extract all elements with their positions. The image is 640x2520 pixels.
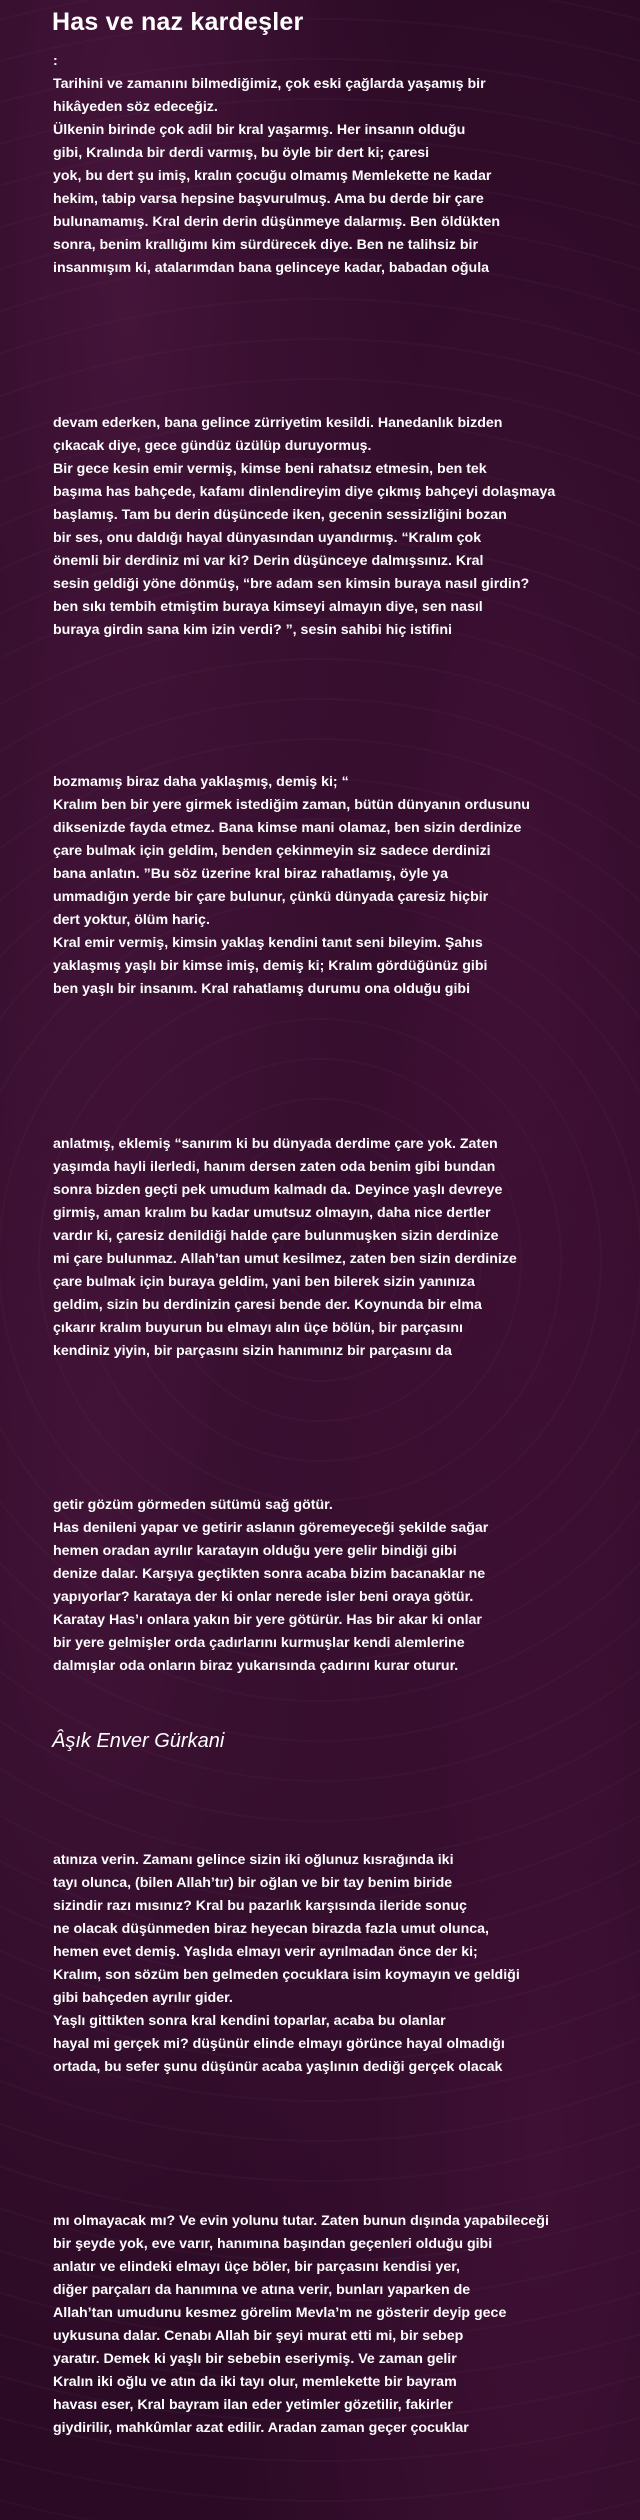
- text-line: mı olmayacak mı? Ve evin yolunu tutar. Zaten bunun dışında yapabileceği: [53, 2213, 549, 2229]
- text-line: ummadığın yerde bir çare bulunur, çünkü dünyada çaresiz hiçbir: [53, 889, 489, 905]
- text-line: yapıyorlar? karataya der ki onlar nerede isler beni oraya götür.: [53, 1589, 474, 1605]
- text-line: devam ederken, bana gelince zürriyetim kesildi. Hanedanlık bizden: [53, 415, 503, 431]
- text-line: sonra, benim krallığımı kim sürdürecek diye. Ben ne talihsiz bir: [53, 237, 478, 253]
- text-line: Kralım ben bir yere girmek istediğim zaman, bütün dünyanın ordusunu: [53, 797, 530, 813]
- text-line: mi çare bulunmaz. Allah’tan umut kesilmez, zaten ben sizin derdinize: [53, 1251, 517, 1267]
- text-line: kendiniz yiyin, bir parçasını sizin hanımınız bir parçasını da: [53, 1343, 452, 1359]
- text-block-3: [53, 771, 633, 1001]
- text-line: tayı olunca, (bilen Allah’tır) bir oğlan ve bir tay benim biride: [53, 1875, 453, 1891]
- text-line: dalmışlar oda onların biraz yukarısında çadırını kurar oturur.: [53, 1658, 459, 1674]
- text-line: sonra bizden geçti pek umudum kalmadı da. Deyince yaşlı devreye: [53, 1182, 503, 1198]
- text-line: getir gözüm görmeden sütümü sağ götür.: [53, 1497, 333, 1513]
- text-line: yaşımda hayli ilerledi, hanım dersen zaten oda benim gibi bundan: [53, 1159, 496, 1175]
- text-line: Yaşlı gittikten sonra kral kendini toparlar, acaba bu olanlar: [53, 2013, 446, 2029]
- text-line: ortada, bu sefer şunu düşünür acaba yaşlının dediği gerçek olacak: [53, 2059, 503, 2075]
- text-line: bir yere gelmişler orda çadırlarını kurmuşlar kendi alemlerine: [53, 1635, 465, 1651]
- text-line: çıkarır kralım buyurun bu elmayı alın üçe bölün, bir parçasını: [53, 1320, 463, 1336]
- text-line: vardır ki, çaresiz denildiği halde çare bulunmuşken sizin derdinize: [53, 1228, 499, 1244]
- text-block-7: [53, 2210, 633, 2440]
- text-line: Has denileni yapar ve getirir aslanın göremeyeceği şekilde sağar: [53, 1520, 489, 1536]
- text-line: sesin geldiği yöne dönmüş, “bre adam sen kimsin buraya nasıl girdin?: [53, 576, 530, 592]
- text-line: çare bulmak için geldim, benden çekinmeyin siz sadece derdinizi: [53, 843, 491, 859]
- text-line: Karatay Has’ı onlara yakın bir yere götürür. Has bir akar ki onlar: [53, 1612, 482, 1628]
- text-line: geldim, sizin bu derdinizin çaresi bende der. Koynunda bir elma: [53, 1297, 482, 1313]
- text-line: ben sıkı tembih etmiştim buraya kimseyi almayın diye, sen nasıl: [53, 599, 483, 615]
- text-line: ben yaşlı bir insanım. Kral rahatlamış durumu ona olduğu gibi: [53, 981, 471, 997]
- text-line: diksenizde fayda etmez. Bana kimse mani olamaz, ben sizin derdinize: [53, 820, 522, 836]
- text-line: bozmamış biraz daha yaklaşmış, demiş ki; “: [53, 774, 349, 790]
- text-line: önemli bir derdiniz mi var ki? Derin düşünceye dalmışsınız. Kral: [53, 553, 484, 569]
- text-block-5: [53, 1494, 633, 1678]
- text-line: hikâyeden söz edeceğiz.: [53, 99, 218, 115]
- text-line: buraya girdin sana kim izin verdi? ”, sesin sahibi hiç istifini: [53, 622, 452, 638]
- text-line: başıma has bahçede, kafamı dinlendireyim diye çıkmış bahçeyi dolaşmaya: [53, 484, 556, 500]
- text-line: atınıza verin. Zamanı gelince sizin iki oğlunuz kısrağında iki: [53, 1852, 454, 1868]
- text-line: bir ses, onu daldığı hayal dünyasından uyandırmış. “Kralım çok: [53, 530, 482, 546]
- text-block-1: [53, 50, 633, 280]
- text-line: dert yoktur, ölüm hariç.: [53, 912, 210, 928]
- text-line: anlatmış, eklemiş “sanırım ki bu dünyada derdime çare yok. Zaten: [53, 1136, 498, 1152]
- text-line: Kral emir vermiş, kimsin yaklaş kendini tanıt seni bileyim. Şahıs: [53, 935, 483, 951]
- text-line: Allah’tan umudunu kesmez görelim Mevla’m ne gösterir deyip gece: [53, 2305, 507, 2321]
- author-signature: Âşık Enver Gürkani: [52, 1730, 225, 1752]
- text-line: denize dalar. Karşıya geçtikten sonra acaba bizim bacanaklar ne: [53, 1566, 486, 1582]
- text-line: gibi bahçeden ayrılır gider.: [53, 1990, 233, 2006]
- text-line: ne olacak düşünmeden biraz heyecan birazda fazla umut olunca,: [53, 1921, 489, 1937]
- text-line: bir şeyde yok, eve varır, hanımına başından geçenleri olduğu gibi: [53, 2236, 493, 2252]
- text-line: gibi, Kralında bir derdi varmış, bu öyle bir dert ki; çaresi: [53, 145, 430, 161]
- text-line: hayal mi gerçek mi? düşünür elinde elmayı görünce hayal olmadığı: [53, 2036, 505, 2052]
- text-line: çıkacak diye, gece gündüz üzülüp duruyormuş.: [53, 438, 372, 454]
- text-line: giydirilir, mahkûmlar azat edilir. Aradan zaman geçer çocuklar: [53, 2420, 469, 2436]
- page-title: Has ve naz kardeşler: [52, 8, 304, 36]
- text-line: bana anlatın. ”Bu söz üzerine kral biraz rahatlamış, öyle ya: [53, 866, 449, 882]
- text-line: hekim, tabip varsa hepsine başvurulmuş. Ama bu derde bir çare: [53, 191, 484, 207]
- text-line: diğer parçaları da hanımına ve atına verir, bunları yaparken de: [53, 2282, 471, 2298]
- text-line: Ülkenin birinde çok adil bir kral yaşarmış. Her insanın olduğu: [53, 122, 466, 138]
- text-line: insanmışım ki, atalarımdan bana gelinceye kadar, babadan oğula: [53, 260, 490, 276]
- text-line: anlatır ve elindeki elmayı üçe böler, bir parçasını kendisi yer,: [53, 2259, 460, 2275]
- text-line: hemen oradan ayrılır karatayın olduğu yere gelir bindiği gibi: [53, 1543, 457, 1559]
- text-line: yaklaşmış yaşlı bir kimse imiş, demiş ki; Kralım gördüğünüz gibi: [53, 958, 488, 974]
- text-line: çare bulmak için buraya geldim, yani ben bilerek sizin yanınıza: [53, 1274, 475, 1290]
- text-block-6: [53, 1849, 633, 2079]
- text-block-4: [53, 1133, 633, 1363]
- text-line: Bir gece kesin emir vermiş, kimse beni rahatsız etmesin, ben tek: [53, 461, 487, 477]
- text-line: başlamış. Tam bu derin düşüncede iken, gecenin sessizliğini bozan: [53, 507, 507, 523]
- text-line: havası eser, Kral bayram ilan eder yetimler gözetilir, fakirler: [53, 2397, 453, 2413]
- text-line: yok, bu dert şu imiş, kralın çocuğu olmamış Memlekette ne kadar: [53, 168, 492, 184]
- text-line: uykusuna dalar. Cenabı Allah bir şeyi murat etti mi, bir sebep: [53, 2328, 464, 2344]
- text-line: Kralım, son sözüm ben gelmeden çocuklara isim koymayın ve geldiği: [53, 1967, 520, 1983]
- text-line: Kralın iki oğlu ve atın da iki tayı olur, memlekette bir bayram: [53, 2374, 457, 2390]
- text-line: girmiş, aman kralım bu kadar umutsuz olmayın, daha nice dertler: [53, 1205, 491, 1221]
- text-block-2: [53, 412, 633, 642]
- text-line: bulunamamış. Kral derin derin düşünmeye dalarmış. Ben öldükten: [53, 214, 501, 230]
- text-line: :: [53, 53, 58, 69]
- text-line: Tarihini ve zamanını bilmediğimiz, çok eski çağlarda yaşamış bir: [53, 76, 486, 92]
- text-line: hemen evet demiş. Yaşlıda elmayı verir ayrılmadan önce der ki;: [53, 1944, 478, 1960]
- text-line: sizindir razı mısınız? Kral bu pazarlık karşısında ileride sonuç: [53, 1898, 467, 1914]
- text-line: yaratır. Demek ki yaşlı bir sebebin eseriymiş. Ve zaman gelir: [53, 2351, 457, 2367]
